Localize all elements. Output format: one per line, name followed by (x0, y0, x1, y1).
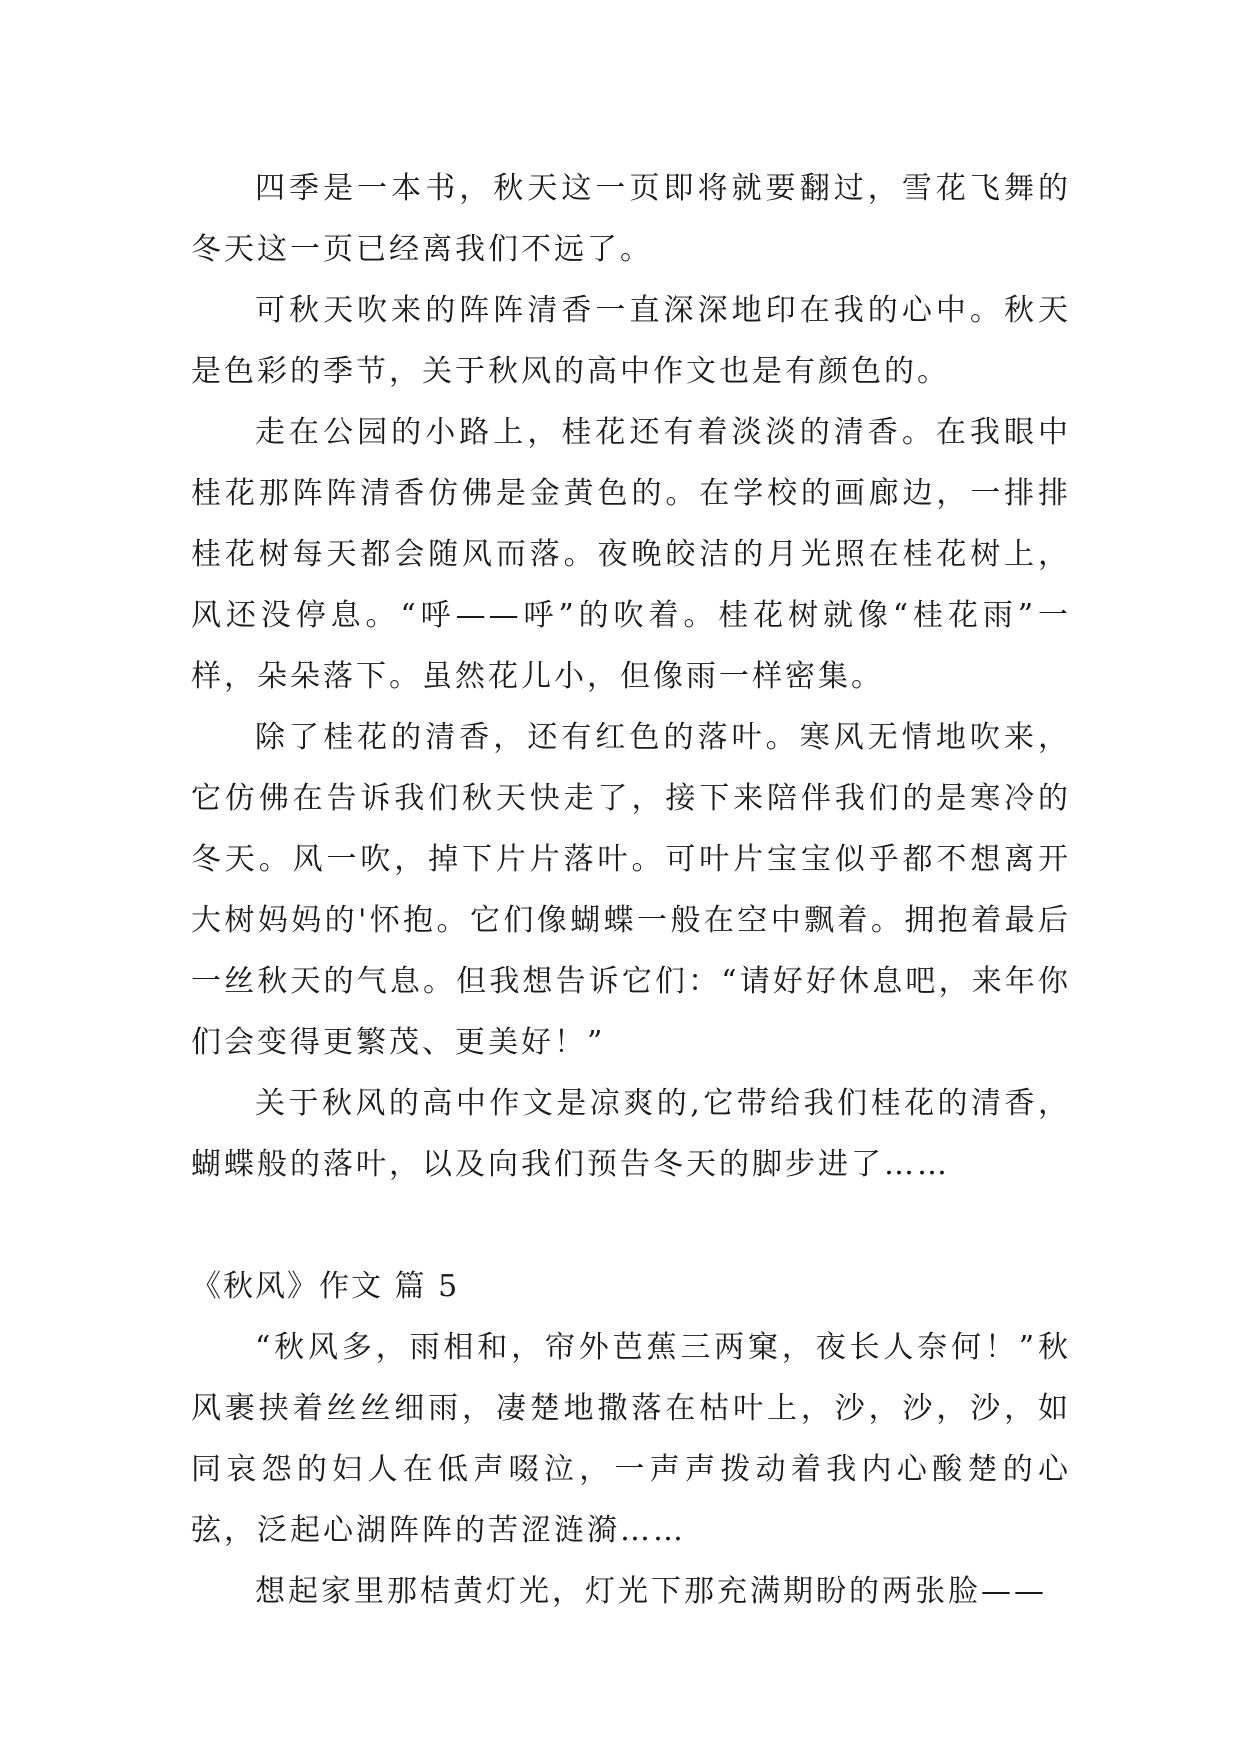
paragraph: 除了桂花的清香，还有红色的落叶。寒风无情地吹来，它仿佛在告诉我们秋天快走了，接下来陪伴我们的是寒冷的冬天。风一吹，掉下片片落叶。可叶片宝宝似乎都不想离开大树妈妈的'怀抱。它们像蝴蝶一般在空中飘着。拥抱着最后一丝秋天的气息。但我想告诉它们：“请好好休息吧，来年你们会变得更繁茂、更美好！” (191, 720, 1071, 1060)
document-body (191, 158, 1071, 1622)
paragraph: 走在公园的小路上，桂花还有着淡淡的清香。在我眼中桂花那阵阵清香仿佛是金黄色的。在学校的画廊边，一排排桂花树每天都会随风而落。夜晚皎洁的月光照在桂花树上，风还没停息。“呼——呼”的吹着。桂花树就像“桂花雨”一样，朵朵落下。虽然花儿小，但像雨一样密集。 (191, 415, 1071, 694)
section-title: 《秋风》作文 篇 5 (191, 1269, 460, 1304)
paragraph: 想起家里那桔黄灯光，灯光下那充满期盼的两张脸—— (255, 1574, 1047, 1609)
section-spacer (191, 1195, 1071, 1256)
paragraph: “秋风多，雨相和，帘外芭蕉三两窠，夜长人奈何！”秋风裹挟着丝丝细雨，凄楚地撒落在枯叶上，沙，沙，沙，如同哀怨的妇人在低声啜泣，一声声拨动着我内心酸楚的心弦，泛起心湖阵阵的苦涩涟漪…… (191, 1330, 1071, 1548)
paragraph: 四季是一本书，秋天这一页即将就要翻过，雪花飞舞的冬天这一页已经离我们不远了。 (191, 171, 1071, 267)
paragraph: 关于秋风的高中作文是凉爽的,它带给我们桂花的清香，蝴蝶般的落叶，以及向我们预告冬天的脚步进了…… (191, 1086, 1071, 1182)
paragraph: 可秋天吹来的阵阵清香一直深深地印在我的心中。秋天是色彩的季节，关于秋风的高中作文也是有颜色的。 (191, 293, 1071, 389)
